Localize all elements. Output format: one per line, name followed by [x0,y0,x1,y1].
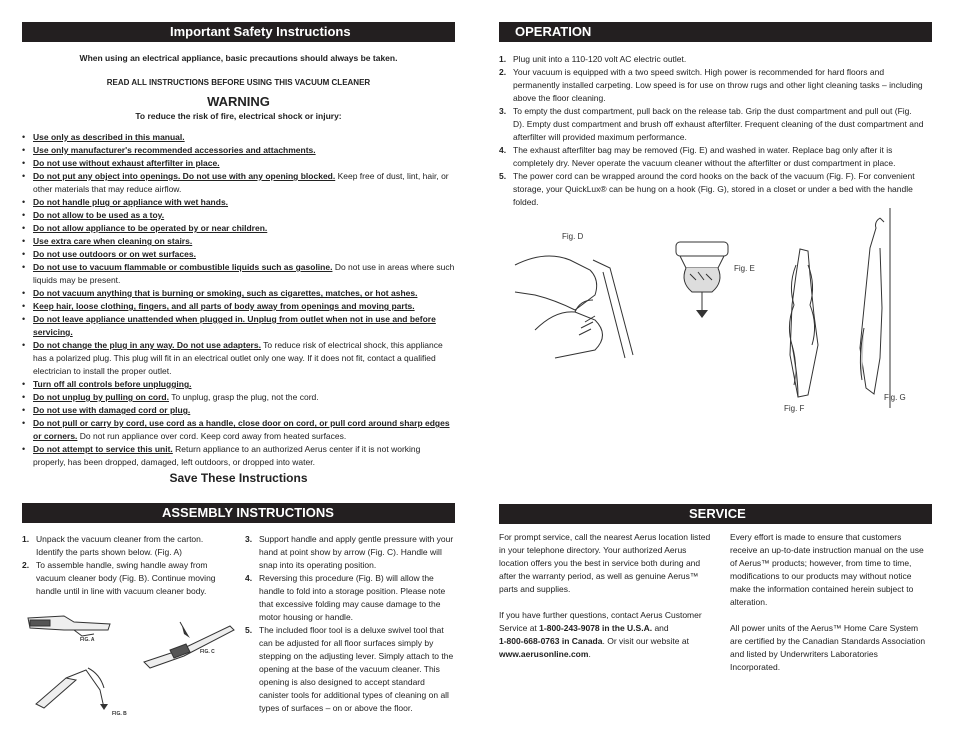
safety-intro: When using an electrical appliance, basic precautions should always be taken. [79,53,398,63]
safety-item-emphasis: Do not vacuum anything that is burning or smoking, such as cigarettes, matches, or hot ashes. [33,288,418,298]
operation-step-text: The power cord can be wrapped around the cord hooks on the back of the vacuum (Fig. F). For convenient storage, your QuickLux® can be hung on a hook (Fig. G), stored in a closet or under a bed with the handle folded. [513,171,915,207]
save-instructions: Save These Instructions [169,471,308,485]
safety-item-emphasis: Do not allow appliance to be operated by or near children. [33,223,268,233]
safety-item-text: Return appliance to an authorized Aerus center if it is not working properly, has been dropped, damaged, left outdoors, or dropped into water. [33,444,421,467]
assembly-header [22,503,455,523]
fig-f-illustration [778,245,828,405]
assembly-step [245,624,455,715]
fig-f-label: Fig. F [784,404,805,413]
service-paragraph-4: All power units of the Aerus™ Home Care System are certified by the Canadian Standards Association and listed by Underwriters Laboratories Incorporated. [730,623,926,672]
safety-item-emphasis: Use only manufacturer's recommended accessories and attachments. [33,145,316,155]
assembly-step-text: Support handle and apply gentle pressure with your hand at point show by arrow (Fig. C). Handle will snap into its operating position. [259,534,454,570]
assembly-title: ASSEMBLY INSTRUCTIONS [162,505,334,520]
fig-a-label: FIG. A [80,637,95,643]
fig-b-label: FIG. B [112,711,127,717]
service-title: SERVICE [689,506,746,521]
assembly-list-col1 [22,533,232,598]
safety-header [22,22,455,42]
assembly-step [245,533,455,572]
safety-item-emphasis: Do not leave appliance unattended when plugged in. Unplug from outlet when not in use and before servicing. [33,314,436,337]
safety-item [22,144,455,157]
service-p2-c: . Or visit our website at [602,636,689,646]
fig-c-label: FIG. C [200,649,215,655]
fig-e-label: Fig. E [734,264,755,273]
safety-item [22,378,455,391]
operation-step [499,170,924,209]
safety-item [22,157,455,170]
operation-step-number: 2. [499,67,507,77]
fig-e-illustration [674,240,734,320]
safety-item [22,170,455,196]
assembly-step-text: To assemble handle, swing handle away from vacuum cleaner body (Fig. B). Continue moving handle until in line with vacuum cleaner body. [36,560,216,596]
safety-item-emphasis: Do not use outdoors or on wet surfaces. [33,249,196,259]
service-col1 [499,531,711,661]
safety-item [22,339,455,378]
warning-heading: WARNING [207,94,270,109]
website-link[interactable]: www.aerusonline.com [499,649,589,659]
safety-item [22,209,455,222]
read-all-notice: READ ALL INSTRUCTIONS BEFORE USING THIS VACUUM CLEANER [106,78,371,87]
safety-item-emphasis: Use only as described in this manual. [33,132,185,142]
assembly-step [22,533,232,559]
assembly-step-number: 5. [245,625,253,635]
safety-item [22,248,455,261]
service-paragraph-2 [499,609,711,661]
safety-item-emphasis: Do not use without exhaust afterfilter in place. [33,158,220,168]
assembly-list-col2 [245,533,455,715]
service-p2-b: and [652,623,669,633]
safety-item [22,235,455,248]
safety-item [22,287,455,300]
service-header [499,504,932,524]
operation-step-number: 3. [499,106,507,116]
service-p2-a: If you have further questions, contact Aerus Customer Service at [499,610,702,633]
safety-item [22,417,455,443]
assembly-step-text: Unpack the vacuum cleaner from the carton. Identify the parts shown below. (Fig. A) [36,534,204,557]
service-p2-d: . [588,649,591,659]
safety-item-text: Do not use in areas where such liquids may be present. [33,262,455,285]
safety-item [22,313,455,339]
safety-item-emphasis: Do not change the plug in any way. Do not use adapters. [33,340,261,350]
safety-item-emphasis: Do not use to vacuum flammable or combustible liquids such as gasoline. [33,262,333,272]
fig-g-illustration [840,208,900,408]
operation-step [499,66,924,105]
operation-step [499,144,924,170]
safety-item-emphasis: Do not pull or carry by cord, use cord as a handle, close door on cord, or pull cord around sharp edges or corners. [33,418,450,441]
operation-step-number: 4. [499,145,507,155]
safety-item-text: To reduce risk of electrical shock, this appliance has a polarized plug. This plug will fit in an electrical outlet only one way. If it does not fit, contact a qualified electrician to install the proper outlet. [33,340,443,376]
service-col2 [730,531,930,674]
phone-canada[interactable]: 1-800-668-0763 in Canada [499,636,603,646]
operation-step-text: The exhaust afterfilter bag may be removed (Fig. E) and washed in water. Replace bag only after it is completely dry. Never operate the vacuum cleaner without the afterfilter or dust compartment in place. [513,145,896,168]
safety-item [22,443,455,469]
operation-step-text: To empty the dust compartment, pull back on the release tab. Grip the dust compartment and pull out (Fig. D). Empty dust compartment and brush off exhaust afterfilter. Frequent cleaning of the dust compartment and afterfilter will provided maximum performance. [513,106,924,142]
operation-title: OPERATION [515,24,592,39]
operation-step-number: 5. [499,171,507,181]
assembly-step-text: Reversing this procedure (Fig. B) will allow the handle to fold into a storage position. Please note that excessive folding may cause damage to the motor housing or handle. [259,573,446,622]
safety-item [22,131,455,144]
safety-item [22,404,455,417]
operation-step [499,105,924,144]
safety-item-emphasis: Do not allow to be used as a toy. [33,210,165,220]
safety-item-text: Keep free of dust, lint, hair, or other materials that may reduce airflow. [33,171,449,194]
operation-step-text: Your vacuum is equipped with a two speed switch. High power is recommended for hard floors and permanently installed carpeting. Low speed is for use on throw rugs and other light cleaning tasks – including above the floor cleaning. [513,67,923,103]
safety-item [22,391,455,404]
assembly-step [22,559,232,598]
safety-item [22,222,455,235]
assembly-step-text: The included floor tool is a deluxe swivel tool that can be adjusted for all floor surfaces simply by stepping on the adjusting lever. Simply attach to the opening at the base of the vacuum cleaner. This opening is also designed to accept standard canister tools for additional types of cleaning on all types of surfaces – on or above the floor. [259,625,454,713]
assembly-step-number: 3. [245,534,253,544]
operation-step-number: 1. [499,54,507,64]
safety-item-text: Do not run appliance over cord. Keep cord away from heated surfaces. [77,431,347,441]
fig-b-illustration [30,660,120,710]
fig-d-label: Fig. D [562,232,584,241]
service-paragraph-3: Every effort is made to ensure that customers receive an up-to-date instruction manual on the use of Aerus™ products; however, from time to time, modifications to our products may without notice make the information contained herein subject to alteration. [730,532,924,607]
assembly-step-number: 1. [22,534,30,544]
safety-list [22,131,455,469]
assembly-step-number: 4. [245,573,253,583]
operation-header [499,22,932,42]
safety-item-emphasis: Do not unplug by pulling on cord. [33,392,169,402]
fig-c-illustration [140,620,240,670]
fig-d-illustration [515,240,645,360]
safety-item-emphasis: Do not handle plug or appliance with wet hands. [33,197,229,207]
safety-item-emphasis: Use extra care when cleaning on stairs. [33,236,193,246]
fig-g-label: Fig. G [884,393,906,402]
fig-a-illustration [24,612,114,638]
warning-subtitle: To reduce the risk of fire, electrical shock or injury: [135,111,342,121]
safety-title: Important Safety Instructions [170,24,351,39]
operation-step-text: Plug unit into a 110-120 volt AC electric outlet. [513,54,687,64]
safety-item-text: To unplug, grasp the plug, not the cord. [168,392,319,402]
operation-list [499,53,924,209]
safety-item [22,196,455,209]
safety-item [22,261,455,287]
safety-item-emphasis: Do not put any object into openings. Do not use with any opening blocked. [33,171,336,181]
phone-us[interactable]: 1-800-243-9078 in the U.S.A. [539,623,653,633]
assembly-step-number: 2. [22,560,30,570]
assembly-step [245,572,455,624]
safety-item-emphasis: Do not attempt to service this unit. [33,444,173,454]
safety-item [22,300,455,313]
safety-item-emphasis: Keep hair, loose clothing, fingers, and all parts of body away from openings and moving parts. [33,301,415,311]
safety-item-emphasis: Turn off all controls before unplugging. [33,379,192,389]
service-paragraph-1: For prompt service, call the nearest Aerus location listed in your telephone directory. Your authorized Aerus location offers you the best in service both during and after the warranty period, as well as genuine Aerus™ parts and supplies. [499,532,711,594]
operation-step [499,53,924,66]
safety-item-emphasis: Do not use with damaged cord or plug. [33,405,191,415]
